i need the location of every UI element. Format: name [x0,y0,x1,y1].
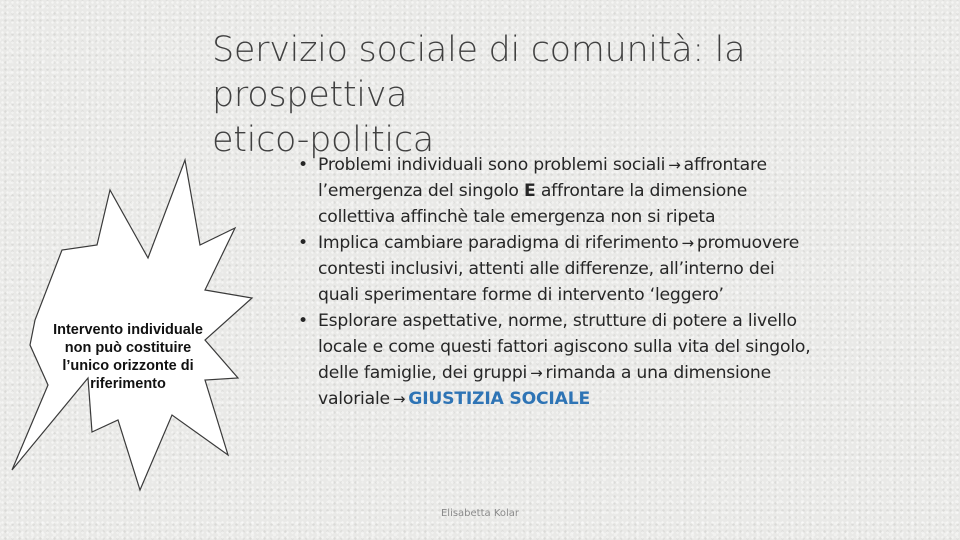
bullet-3-line-4: valoriale → GIUSTIZIA SOCIALE [318,386,896,412]
bullet-3-line-3: delle famiglie, dei gruppi → rimanda a una dimensione [318,360,896,386]
bullet-list [296,152,896,412]
explosion-burst-shape [0,0,300,540]
bullet-dot: • [298,233,308,253]
bullet-item-2 [296,230,896,308]
burst-line-2: non può costituire [64,340,192,356]
bullet-3-line-1: Esplorare aspettative, norme, strutture di potere a livello [318,311,797,331]
bullet-2-line-2: contesti inclusivi, attenti alle differenze, all’interno dei [318,259,775,279]
title-line-2: etico-politica [212,120,434,160]
bullet-1-line-1: Problemi individuali sono problemi sociali → affrontare [318,152,896,178]
bullet-2-line-1: Implica cambiare paradigma di riferimento → promuovere [318,230,896,256]
bullet-item-1 [296,152,896,230]
bullet-3-line-2: locale e come questi fattori agiscono sulla vita del singolo, [318,337,811,357]
bullet-1-line-2: l’emergenza del singolo E affrontare la dimensione [318,181,748,201]
emphasis-e: E [524,181,536,201]
bullet-2-line-3: quali sperimentare forme di intervento ‘leggero’ [318,285,724,305]
arrow-right-icon: → [392,390,406,408]
bullet-dot: • [298,155,308,175]
footer-author: Elisabetta Kolar [440,508,520,519]
bullet-1-line-3: collettiva affinchè tale emergenza non si ripeta [318,207,716,227]
giustizia-sociale-highlight: GIUSTIZIA SOCIALE [408,389,590,409]
burst-line-3: l’unico orizzonte di [62,358,194,374]
slide-title [212,28,932,163]
burst-text [28,321,228,393]
bullet-item-3 [296,308,896,412]
arrow-right-icon: → [668,156,681,174]
burst-line-1: Intervento individuale [53,322,203,338]
arrow-right-icon: → [530,364,543,382]
bullet-dot: • [298,311,308,331]
title-line-1: Servizio sociale di comunità: la prospettiva [212,30,746,115]
arrow-right-icon: → [681,234,694,252]
burst-line-4: riferimento [90,376,166,392]
